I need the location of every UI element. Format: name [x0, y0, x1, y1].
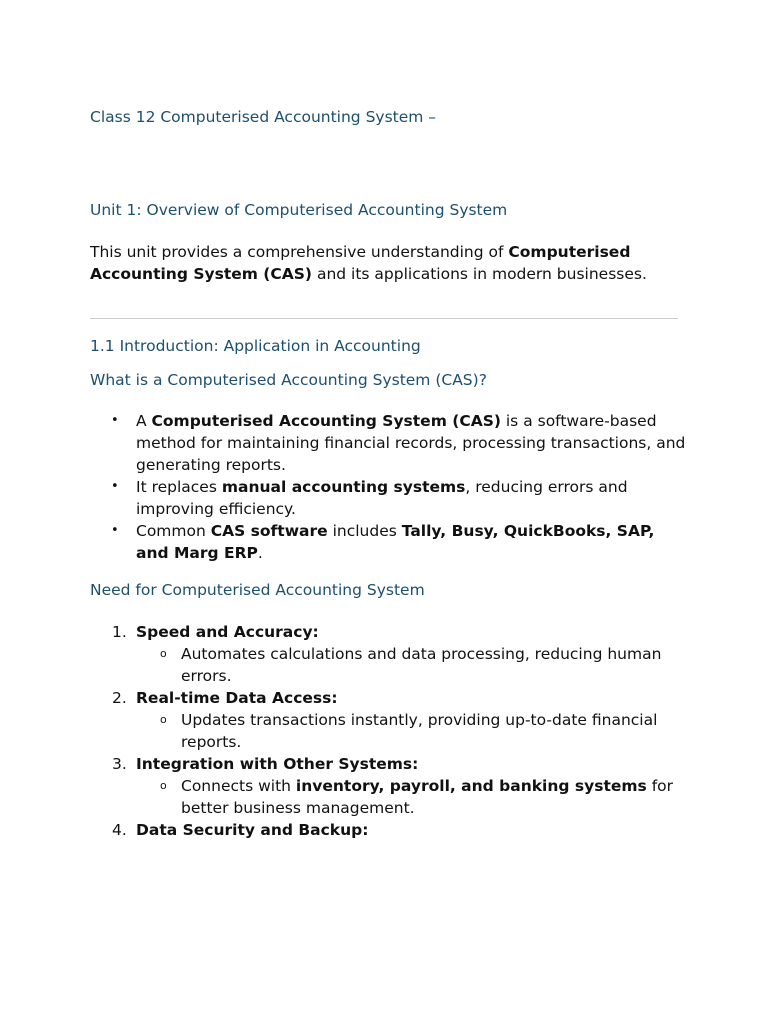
item-number: 2. [112, 689, 127, 707]
what-is-cas-heading: What is a Computerised Accounting System (CAS)? [90, 371, 487, 389]
sub-list-item: o Connects with inventory, payroll, and banking systems for better business management. [160, 777, 674, 817]
need-heading: Need for Computerised Accounting System [90, 581, 425, 599]
need-title: Data Security and Backup: [136, 821, 369, 839]
section-divider [90, 318, 678, 319]
bullet-icon: • [111, 413, 119, 428]
intro-paragraph: This unit provides a comprehensive understanding of Computerised Accounting System (CAS) and its applications in modern businesses. [90, 243, 647, 283]
bullet-icon: • [111, 523, 119, 538]
list-item [90, 621, 690, 687]
document-title: Class 12 Computerised Accounting System – [90, 108, 437, 126]
list-item: • Common CAS software includes Tally, Busy, QuickBooks, SAP, and Marg ERP. [111, 522, 655, 562]
list-item [90, 687, 690, 753]
list-item [90, 753, 690, 819]
needs-list [90, 621, 690, 841]
item-number: 4. [112, 821, 127, 839]
need-title: Real-time Data Access: [136, 689, 338, 707]
section-heading: 1.1 Introduction: Application in Accounting [90, 337, 421, 355]
sub-list-item: o Updates transactions instantly, providing up-to-date financial reports. [160, 711, 658, 751]
intro-bold-term: Computerised Accounting System (CAS) [90, 243, 631, 283]
cas-definition-list [90, 410, 690, 564]
circle-bullet-icon: o [160, 713, 167, 726]
circle-bullet-icon: o [160, 779, 167, 792]
item-number: 3. [112, 755, 127, 773]
unit-heading: Unit 1: Overview of Computerised Accounting System [90, 201, 508, 219]
list-item: • It replaces manual accounting systems, reducing errors and improving efficiency. [111, 478, 628, 518]
list-item [90, 819, 690, 841]
bullet-icon: • [111, 479, 119, 494]
list-item: • A Computerised Accounting System (CAS) is a software-based method for maintaining financial records, processing transactions, and generating reports. [111, 412, 686, 474]
item-number: 1. [112, 623, 127, 641]
sub-list-item: o Automates calculations and data processing, reducing human errors. [160, 645, 662, 685]
need-title: Integration with Other Systems: [136, 755, 419, 773]
need-title: Speed and Accuracy: [136, 623, 319, 641]
circle-bullet-icon: o [160, 647, 167, 660]
